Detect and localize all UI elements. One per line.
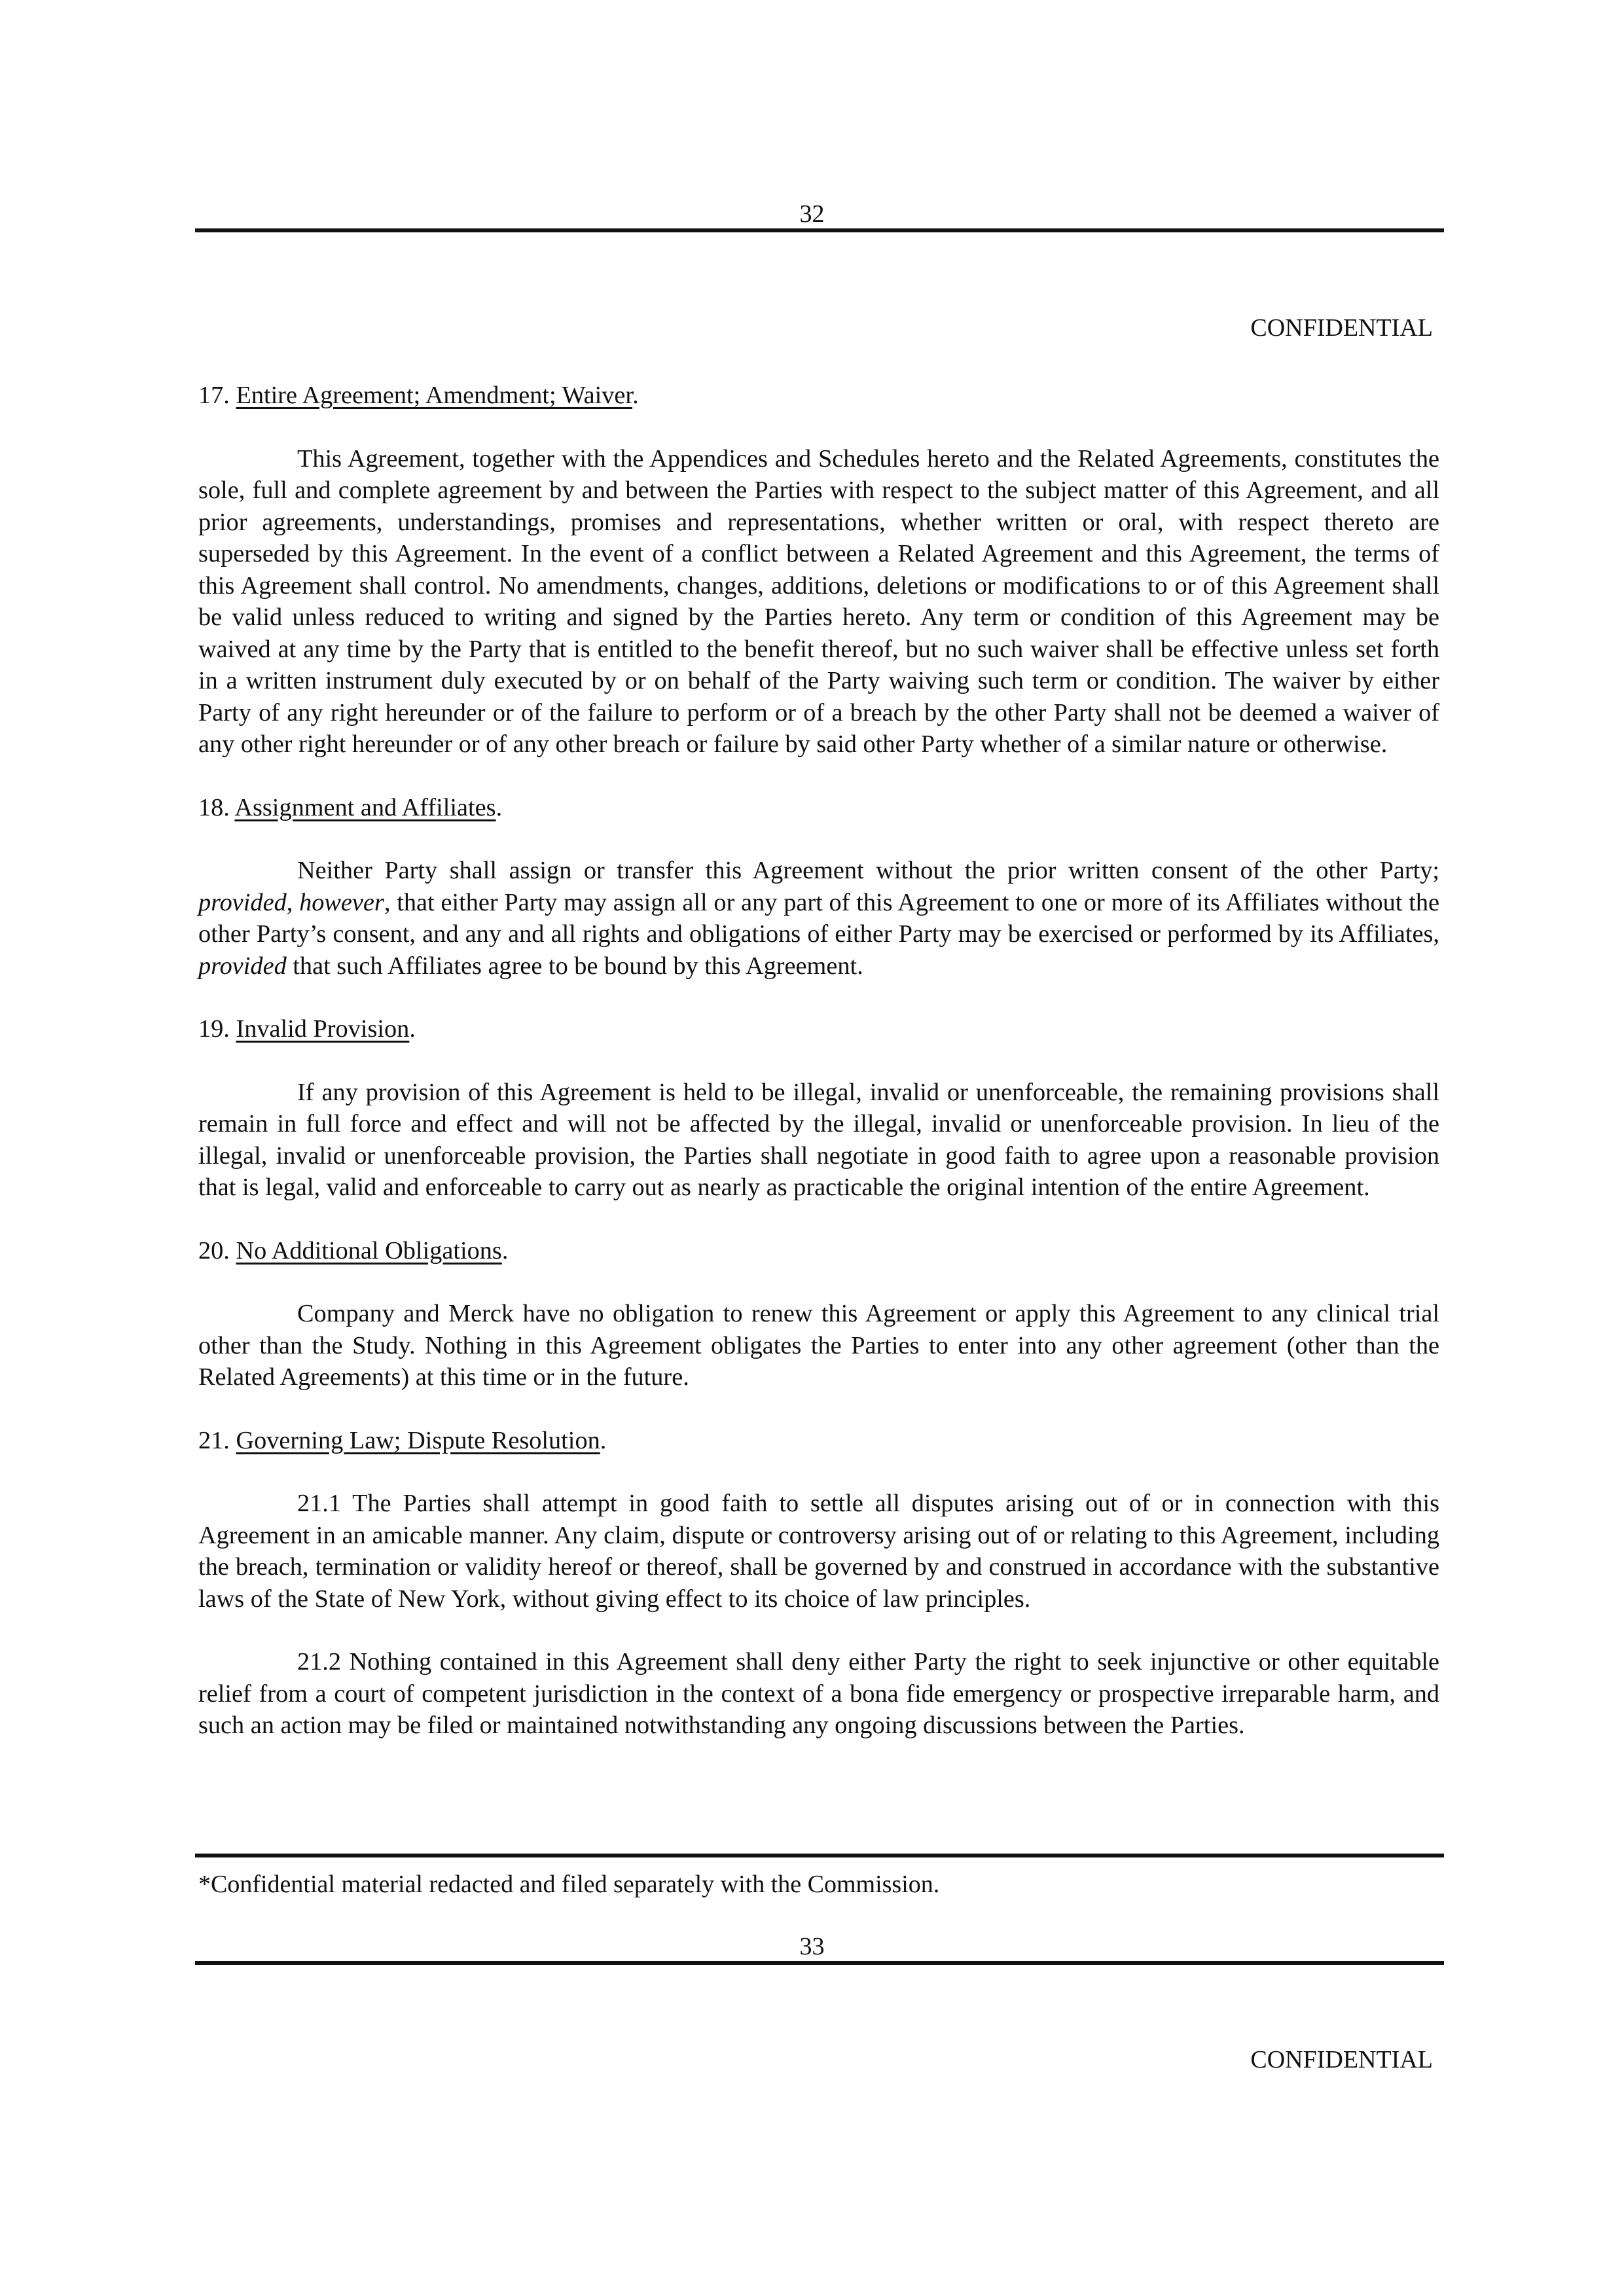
section-18-body: Neither Party shall assign or transfer this Agreement without the prior written consent of the other Party; provided, however, that either Party may assign all or any part of this Agreement to one or more of its Affiliates without the other Party’s consent, and any and all rights and obligations of either Party may be exercised or performed by its Affiliates, provided that such Affiliates agree to be bound by this Agreement. [198, 857, 1439, 980]
section-number: 21. [198, 1426, 230, 1454]
confidential-label-bottom: CONFIDENTIAL [1250, 2046, 1433, 2073]
section-18-heading: 18. Assignment and Affiliates. [198, 793, 503, 821]
footnote-rule [195, 1854, 1444, 1857]
section-title: No Additional Obligations [236, 1236, 502, 1265]
footnote: *Confidential material redacted and filed separately with the Commission. [198, 1871, 940, 1898]
section-20-heading: 20. No Additional Obligations. [198, 1236, 509, 1265]
page-number-bottom: 33 [799, 1933, 825, 1960]
section-19-heading: 19. Invalid Provision. [198, 1015, 416, 1043]
section-number: 19. [198, 1015, 230, 1043]
italic-term: provided [198, 952, 287, 980]
section-20-body: Company and Merck have no obligation to renew this Agreement or apply this Agreement to any clinical trial other than the Study. Nothing in this Agreement obligates the Parties to enter into any other agreement (other than the Related Agreements) at this time or in the future. [198, 1300, 1439, 1391]
section-number: 20. [198, 1236, 230, 1265]
section-21-1-body: 21.1 The Parties shall attempt in good faith to settle all disputes arising out of or in connection with this Agreement in an amicable manner. Any claim, dispute or controversy arising out of or relating to this Agreement, including the breach, termination or validity hereof or thereof, shall be governed by and construed in accordance with the substantive laws of the State of New York, without giving effect to its choice of law principles. [198, 1490, 1439, 1613]
italic-term: provided [198, 888, 287, 916]
header-rule-top [195, 228, 1444, 232]
section-19-body: If any provision of this Agreement is held to be illegal, invalid or unenforceable, the remaining provisions shall remain in full force and effect and will not be affected by the illegal, invalid or unenforceable provision. In lieu of the illegal, invalid or unenforceable provision, the Parties shall negotiate in good faith to agree upon a reasonable provision that is legal, valid and enforceable to carry out as nearly as practicable the original intention of the entire Agreement. [198, 1078, 1439, 1201]
document-body [198, 380, 1439, 1773]
page-number-top: 32 [799, 200, 825, 228]
header-rule-bottom [195, 1961, 1444, 1965]
section-title: Assignment and Affiliates [234, 793, 496, 821]
section-number: 17. [198, 382, 230, 409]
body-text: Neither Party shall assign or transfer this Agreement without the prior written consent of the other Party; [297, 857, 1439, 884]
body-text: that such Affiliates agree to be bound by this Agreement. [293, 952, 863, 980]
body-text: , that either Party may assign all or any part of this Agreement to one or more of its Affiliates without the other Party’s consent, and any and all rights and obligations of either Party may be exercised or performed by its Affiliates, [198, 888, 1439, 948]
section-17-body: This Agreement, together with the Appendices and Schedules hereto and the Related Agreements, constitutes the sole, full and complete agreement by and between the Parties with respect to the subject matter of this Agreement, and all prior agreements, understandings, promises and representations, whether written or oral, with respect thereto are superseded by this Agreement. In the event of a conflict between a Related Agreement and this Agreement, the terms of this Agreement shall control. No amendments, changes, additions, deletions or modifications to or of this Agreement shall be valid unless reduced to writing and signed by the Parties hereto. Any term or condition of this Agreement may be waived at any time by the Party that is entitled to the benefit thereof, but no such waiver shall be effective unless set forth in a written instrument duly executed by or on behalf of the Party waiving such term or condition. The waiver by either Party of any right hereunder or of the failure to perform or of a breach by the other Party shall not be deemed a waiver of any other right hereunder or of any other breach or failure by said other Party whether of a similar nature or otherwise. [198, 444, 1439, 758]
section-title: Entire Agreement; Amendment; Waiver [236, 382, 633, 409]
section-number: 18. [198, 793, 230, 821]
section-17-heading: 17. Entire Agreement; Amendment; Waiver. [198, 382, 639, 409]
italic-term: however [299, 888, 384, 916]
section-title: Invalid Provision [236, 1015, 410, 1043]
section-21-heading: 21. Governing Law; Dispute Resolution. [198, 1426, 607, 1454]
confidential-label-top: CONFIDENTIAL [1250, 314, 1433, 342]
section-title: Governing Law; Dispute Resolution [236, 1426, 600, 1454]
section-21-2-body: 21.2 Nothing contained in this Agreement shall deny either Party the right to seek injunctive or other equitable relief from a court of competent jurisdiction in the context of a bona fide emergency or prospective irreparable harm, and such an action may be filed or maintained notwithstanding any ongoing discussions between the Parties. [198, 1648, 1439, 1739]
